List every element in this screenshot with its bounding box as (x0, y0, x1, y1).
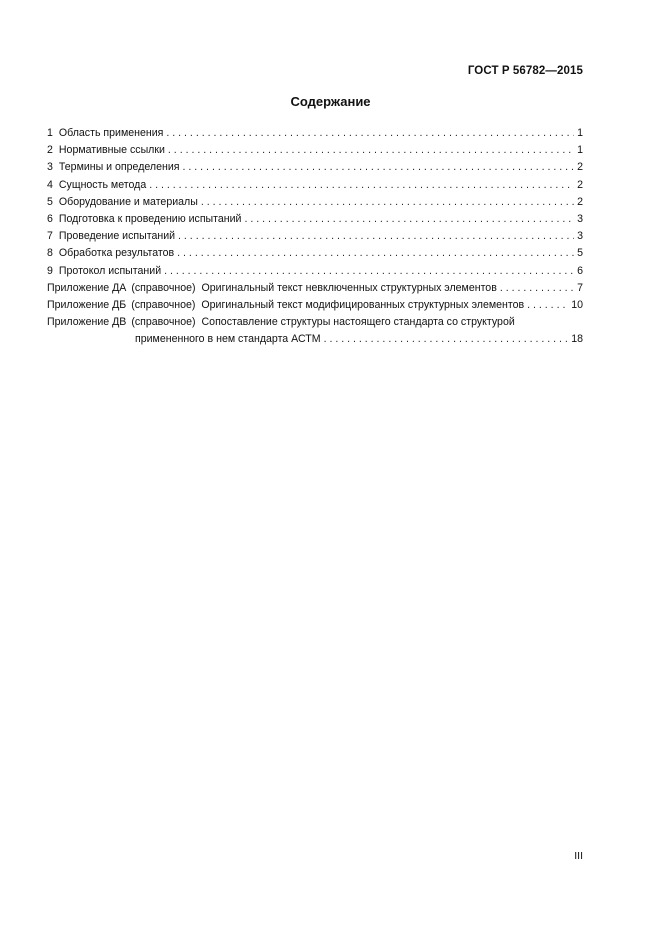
toc-entry-number: 3 (47, 161, 53, 174)
toc-entry-number: 9 (47, 264, 53, 277)
toc-entry-title: Область применения (58, 127, 164, 139)
toc-entry-number: 1 (47, 127, 53, 139)
dot-leader (244, 211, 574, 228)
dot-leader (177, 245, 574, 262)
table-of-contents (47, 125, 583, 348)
toc-entry-number: 2 (47, 144, 53, 157)
dot-leader (324, 331, 569, 348)
toc-title: Содержание (290, 94, 371, 109)
dot-leader (164, 263, 574, 280)
annex-kind: (справочное) (131, 316, 196, 329)
toc-entry[interactable] (47, 194, 583, 211)
toc-entry[interactable] (47, 125, 583, 142)
toc-annex-entry[interactable] (47, 297, 583, 314)
toc-entry[interactable] (47, 142, 583, 159)
dot-leader (166, 125, 574, 142)
toc-entry[interactable] (47, 228, 583, 245)
annex-kind: (справочное) (131, 298, 196, 311)
dot-leader (527, 297, 568, 314)
document-code: ГОСТ Р 56782—2015 (467, 65, 583, 77)
toc-entry-number: 5 (47, 195, 53, 208)
toc-entry-page: 1 (577, 127, 583, 139)
toc-entry-title: Нормативные ссылки (58, 144, 165, 157)
annex-page: 7 (577, 281, 583, 294)
toc-entry-title: Подготовка к проведению испытаний (58, 212, 242, 225)
toc-entry-number: 6 (47, 212, 53, 225)
toc-entry-page: 3 (577, 212, 583, 225)
toc-entry-page: 2 (577, 161, 583, 174)
dot-leader (178, 228, 574, 245)
annex-label: Приложение ДА (47, 281, 127, 294)
toc-entry[interactable] (47, 245, 583, 262)
toc-entry-number: 7 (47, 230, 53, 243)
annex-label: Приложение ДВ (47, 316, 127, 329)
dot-leader (201, 194, 574, 211)
annex-page: 10 (571, 298, 583, 311)
dot-leader (500, 280, 574, 297)
toc-entry-page: 5 (577, 247, 583, 260)
annex-title-line-1: Сопоставление структуры настоящего стандарта со структурой (201, 316, 515, 329)
dot-leader (149, 177, 574, 194)
toc-entry[interactable] (47, 211, 583, 228)
annex-title: Оригинальный текст модифицированных структурных элементов (201, 298, 525, 311)
dot-leader (183, 159, 575, 176)
toc-entry-page: 1 (577, 144, 583, 157)
toc-entry-title: Протокол испытаний (58, 264, 162, 277)
page-number: III (574, 850, 583, 862)
dot-leader (168, 142, 574, 159)
toc-annex-entry[interactable] (47, 280, 583, 297)
annex-title-line-2: примененного в нем стандарта АСТМ (135, 333, 321, 346)
annex-page: 18 (571, 333, 583, 346)
toc-entry-title: Оборудование и материалы (58, 195, 198, 208)
annex-title: Оригинальный текст невключенных структурных элементов (201, 281, 497, 294)
toc-entry[interactable] (47, 263, 583, 280)
toc-entry-title: Термины и определения (58, 161, 180, 174)
toc-entry[interactable] (47, 177, 583, 194)
toc-entry-page: 3 (577, 230, 583, 243)
annex-kind: (справочное) (131, 281, 196, 294)
toc-entry-page: 6 (577, 264, 583, 277)
annex-label: Приложение ДБ (47, 298, 127, 311)
toc-entry-number: 8 (47, 247, 53, 260)
toc-entry[interactable] (47, 159, 583, 176)
toc-entry-title: Проведение испытаний (58, 230, 176, 243)
toc-entry-title: Сущность метода (58, 178, 147, 191)
toc-entry-page: 2 (577, 178, 583, 191)
toc-entry-number: 4 (47, 178, 53, 191)
toc-entry-title: Обработка результатов (58, 247, 175, 260)
toc-entry-page: 2 (577, 195, 583, 208)
toc-annex-entry[interactable] (47, 314, 583, 348)
